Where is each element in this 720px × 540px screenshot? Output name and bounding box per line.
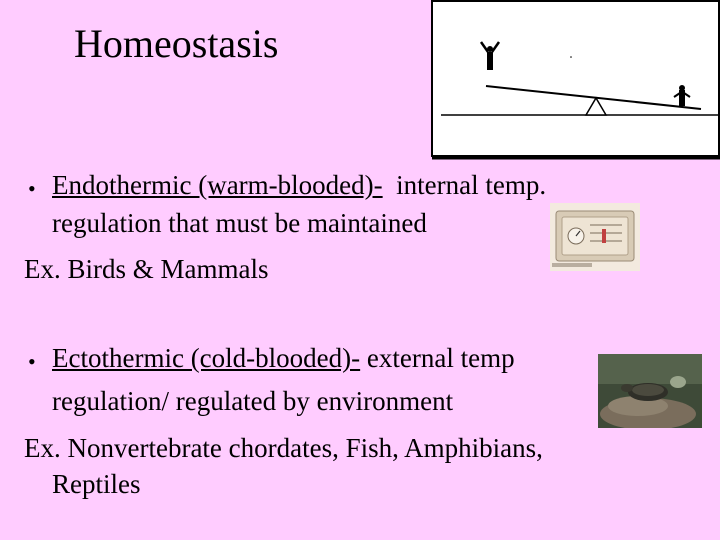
seesaw-diagram [431, 0, 720, 160]
bullet-2-example-line-1: Ex. Nonvertebrate chordates, Fish, Amphibians, [24, 433, 543, 463]
bullet-2-line-2: regulation/ regulated by environment [52, 386, 454, 416]
bullet-2-example-line-2: Reptiles [52, 469, 141, 499]
bullet-1-line-2: regulation that must be maintained [52, 208, 427, 238]
slide-title: Homeostasis [74, 21, 279, 66]
bullet-1-example: Ex. Birds & Mammals [24, 254, 269, 284]
bullet-2-rest: external temp [360, 343, 515, 373]
bullet-1-line-1 [52, 167, 546, 203]
thermostat-photo [550, 203, 640, 271]
endothermic-term: Endothermic (warm-blooded)- [52, 170, 383, 200]
bullet-marker: • [28, 349, 36, 374]
bullet-2-line-1 [52, 340, 515, 376]
bullet-1-rest: internal temp. [382, 170, 547, 200]
ectothermic-term: Ectothermic (cold-blooded)- [52, 343, 361, 373]
bullet-marker: • [28, 176, 36, 201]
turtle-photo [598, 354, 702, 428]
